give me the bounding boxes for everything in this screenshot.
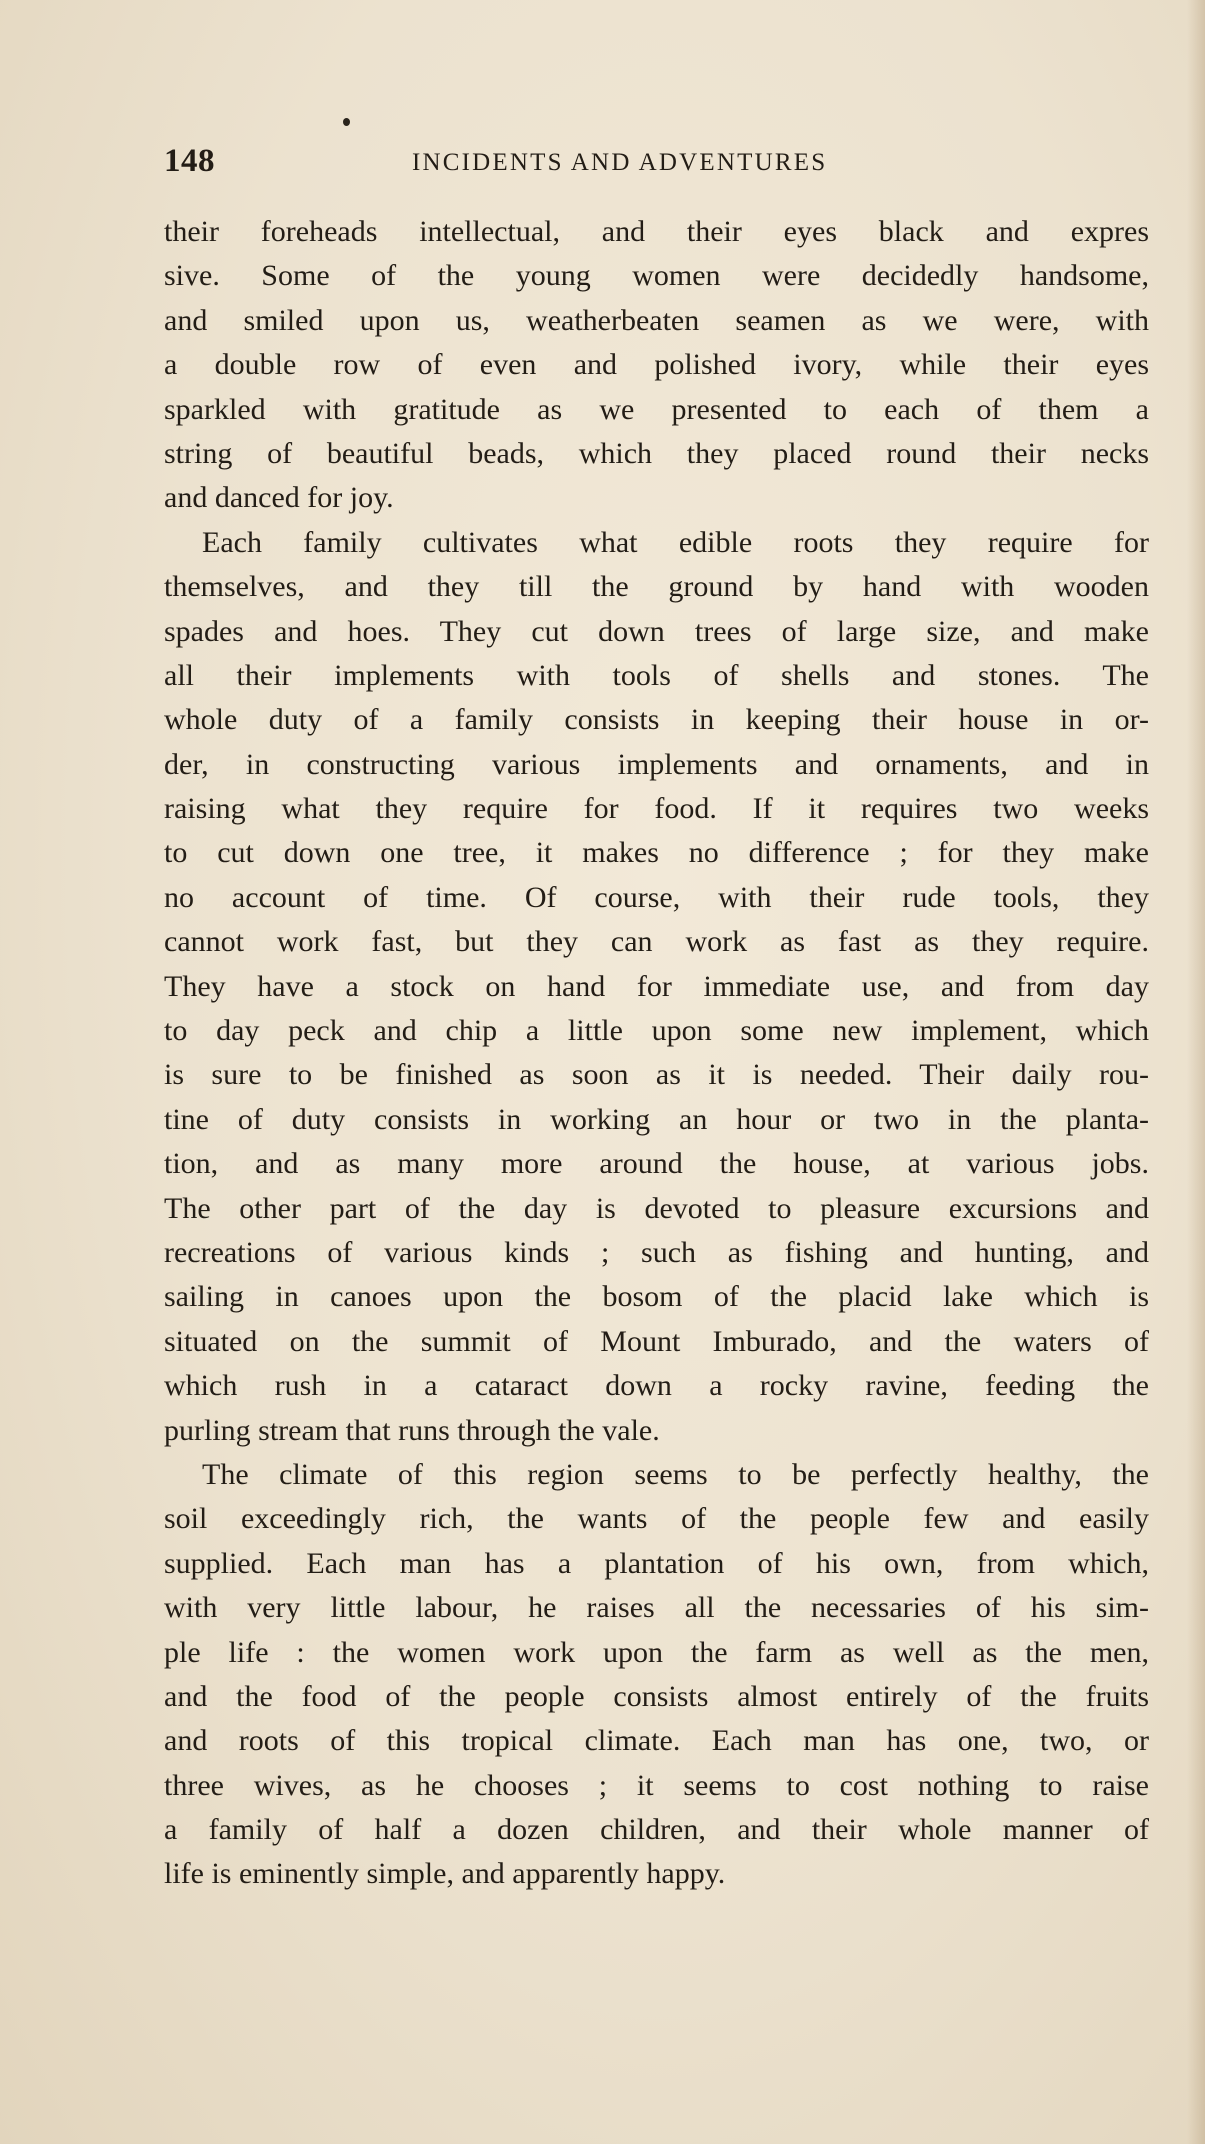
running-head xyxy=(164,143,1164,187)
text-line: life is eminently simple, and apparently happy. xyxy=(164,1857,726,1891)
text-line: recreations of various kinds ; such as fishing and hunting, and xyxy=(164,1235,1149,1269)
text-line: They have a stock on hand for immediate use, and from day xyxy=(164,969,1149,1003)
text-line: sive. Some of the young women were decidedly handsome, xyxy=(164,259,1149,293)
text-line: The climate of this region seems to be perfectly healthy, the xyxy=(202,1457,1149,1491)
text-line: their foreheads intellectual, and their eyes black and expres xyxy=(164,215,1149,248)
text-line: supplied. Each man has a plantation of his own, from which, xyxy=(164,1546,1149,1580)
text-line: Each family cultivates what edible roots they require for xyxy=(202,525,1149,559)
text-line: sailing in canoes upon the bosom of the placid lake which is xyxy=(164,1280,1149,1314)
printer-mark xyxy=(343,118,350,126)
text-line: and roots of this tropical climate. Each man has one, two, or xyxy=(164,1724,1149,1758)
paragraph xyxy=(164,1453,1149,1897)
text-line: The other part of the day is devoted to pleasure excursions and xyxy=(164,1191,1149,1225)
text-line: to cut down one tree, it makes no difference ; for they make xyxy=(164,836,1149,870)
text-line: a double row of even and polished ivory, while their eyes xyxy=(164,348,1149,382)
text-line: sparkled with gratitude as we presented to each of them a xyxy=(164,392,1149,426)
body-text xyxy=(164,210,1149,1897)
text-line: cannot work fast, but they can work as fast as they require. xyxy=(164,925,1149,959)
page-edge-shadow xyxy=(1187,0,1205,2144)
page-number: 148 xyxy=(164,143,215,179)
text-line: raising what they require for food. If it requires two weeks xyxy=(164,792,1149,826)
text-line: and the food of the people consists almost entirely of the fruits xyxy=(164,1679,1149,1713)
text-line: three wives, as he chooses ; it seems to cost nothing to raise xyxy=(164,1768,1149,1802)
text-line: whole duty of a family consists in keeping their house in or- xyxy=(164,703,1149,737)
text-line: and danced for joy. xyxy=(164,481,394,515)
text-line: string of beautiful beads, which they placed round their necks xyxy=(164,436,1149,470)
text-line: purling stream that runs through the vale. xyxy=(164,1413,660,1447)
text-line: situated on the summit of Mount Imburado, and the waters of xyxy=(164,1324,1149,1358)
paragraph xyxy=(164,210,1149,521)
text-line: themselves, and they till the ground by hand with wooden xyxy=(164,570,1149,604)
running-head-title: INCIDENTS AND ADVENTURES xyxy=(412,149,828,176)
paragraph xyxy=(164,521,1149,1453)
text-line: no account of time. Of course, with their rude tools, they xyxy=(164,880,1149,914)
text-line: which rush in a cataract down a rocky ravine, feeding the xyxy=(164,1369,1149,1403)
text-line: to day peck and chip a little upon some new implement, which xyxy=(164,1014,1149,1048)
text-line: tine of duty consists in working an hour or two in the planta- xyxy=(164,1102,1149,1136)
text-line: all their implements with tools of shells and stones. The xyxy=(164,658,1149,692)
text-line: soil exceedingly rich, the wants of the people few and easily xyxy=(164,1502,1149,1536)
text-line: der, in constructing various implements and ornaments, and in xyxy=(164,747,1149,781)
text-line: tion, and as many more around the house, at various jobs. xyxy=(164,1147,1149,1181)
text-line: with very little labour, he raises all the necessaries of his sim- xyxy=(164,1591,1149,1625)
text-line: a family of half a dozen children, and their whole manner of xyxy=(164,1813,1149,1847)
text-line: spades and hoes. They cut down trees of large size, and make xyxy=(164,614,1149,648)
text-line: and smiled upon us, weatherbeaten seamen as we were, with xyxy=(164,303,1149,337)
text-line: ple life : the women work upon the farm as well as the men, xyxy=(164,1635,1149,1669)
text-line: is sure to be finished as soon as it is needed. Their daily rou- xyxy=(164,1058,1149,1092)
